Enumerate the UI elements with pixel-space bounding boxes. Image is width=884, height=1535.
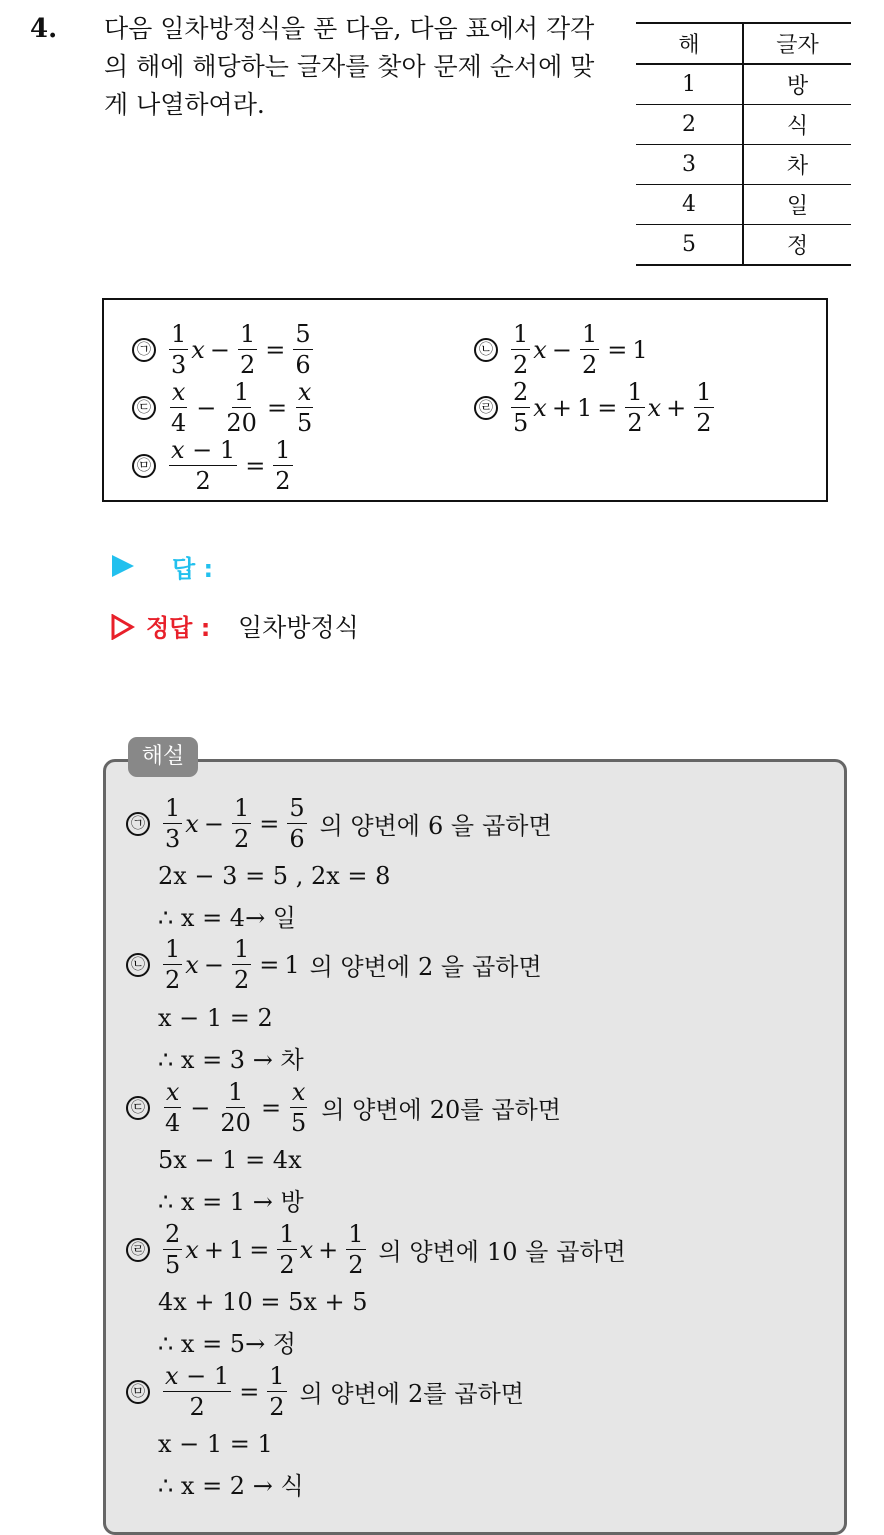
correct-answer-value: 일차방정식 bbox=[238, 613, 359, 642]
correct-arrow-icon bbox=[111, 614, 135, 640]
correct-answer-label: 정답 : bbox=[146, 614, 211, 642]
explanation-step-e: ㉤ $\frac{x - 1}{2}$ = $\frac{1}{2}$ 의 양변에 2를 곱하면 bbox=[126, 1364, 524, 1419]
mult-tail: 곱하면 bbox=[491, 1096, 561, 1124]
table-row bbox=[636, 105, 851, 145]
marker-c: ㉢ bbox=[126, 1096, 150, 1120]
explanation-result: ∴ x = 1 → 방 bbox=[158, 1188, 304, 1216]
mult-suffix: 의 양변에 bbox=[319, 812, 420, 840]
table-cell: 정 bbox=[786, 234, 809, 259]
explanation-line: x − 1 = 2 bbox=[158, 1004, 273, 1032]
marker-b: ㉡ bbox=[474, 338, 498, 362]
equation-c: ㉢ $\frac{x}{4}$ − $\frac{1}{20}$ = $\frac{x}{5}$ bbox=[132, 380, 317, 435]
marker-a: ㉠ bbox=[132, 338, 156, 362]
table-header-letter: 글자 bbox=[743, 23, 851, 64]
answer-label: 답 : bbox=[172, 555, 214, 583]
explanation-line: 4x + 10 = 5x + 5 bbox=[158, 1288, 368, 1316]
question-number: 4. bbox=[30, 14, 58, 44]
explanation-step-d: ㉣ $\frac{2}{5}$ x + 1 = $\frac{1}{2}$ x + $\frac{1}{2}$ 의 양변에 10 을 곱하면 bbox=[126, 1222, 626, 1277]
marker-a: ㉠ bbox=[126, 812, 150, 836]
table-cell: 차 bbox=[743, 145, 851, 185]
table-header-solution: 해 bbox=[636, 23, 743, 64]
mult-value: 6 을 bbox=[427, 812, 475, 840]
table-cell: 5 bbox=[636, 225, 743, 266]
mult-value: 20를 bbox=[429, 1096, 484, 1124]
marker-e: ㉤ bbox=[126, 1380, 150, 1404]
table-row bbox=[636, 225, 851, 266]
solution-letter-table bbox=[636, 22, 851, 266]
mult-value: 10 을 bbox=[486, 1238, 549, 1266]
explanation-result: ∴ x = 3 → 차 bbox=[158, 1046, 304, 1074]
mult-tail: 곱하면 bbox=[482, 812, 552, 840]
explanation-step-a: ㉠ $\frac{1}{3}$ x − $\frac{1}{2}$ = $\frac{5}{6}$ 의 양변에 6 을 곱하면 bbox=[126, 796, 552, 851]
table-cell: 방 bbox=[743, 64, 851, 105]
equation-e: ㉤ $\frac{x - 1}{2}$ = $\frac{1}{2}$ bbox=[132, 438, 296, 493]
mult-value: 2 을 bbox=[417, 953, 465, 981]
mult-value: 2를 bbox=[407, 1380, 447, 1408]
explanation-result: ∴ x = 5→ 정 bbox=[158, 1330, 296, 1358]
explanation-step-c: ㉢ $\frac{x}{4}$ − $\frac{1}{20}$ = $\frac{x}{5}$ 의 양변에 20를 곱하면 bbox=[126, 1080, 561, 1135]
explanation-step-b: ㉡ $\frac{1}{2}$ x − $\frac{1}{2}$ = 1 의 양변에 2 을 곱하면 bbox=[126, 937, 542, 992]
marker-d: ㉣ bbox=[126, 1238, 150, 1262]
mult-suffix: 의 양변에 bbox=[378, 1238, 479, 1266]
marker-b: ㉡ bbox=[126, 953, 150, 977]
table-cell: 식 bbox=[743, 105, 851, 145]
marker-c: ㉢ bbox=[132, 396, 156, 420]
marker-e: ㉤ bbox=[132, 454, 156, 478]
table-cell: 일 bbox=[743, 185, 851, 225]
table-row bbox=[636, 64, 851, 105]
mult-suffix: 의 양변에 bbox=[309, 953, 410, 981]
mult-tail: 곱하면 bbox=[472, 953, 542, 981]
equation-a: ㉠ $\frac{1}{3}$ x − $\frac{1}{2}$ = $\frac{5}{6}$ bbox=[132, 322, 316, 377]
mult-tail: 곱하면 bbox=[454, 1380, 524, 1408]
table-cell: 2 bbox=[636, 105, 743, 145]
table-cell: 3 bbox=[636, 145, 743, 185]
mult-tail: 곱하면 bbox=[556, 1238, 626, 1266]
explanation-result: ∴ x = 4→ 일 bbox=[158, 904, 296, 932]
explanation-result: ∴ x = 2 → 식 bbox=[158, 1472, 304, 1500]
equation-d: ㉣ $\frac{2}{5}$ x + 1 = $\frac{1}{2}$ x + $\frac{1}{2}$ bbox=[474, 380, 717, 435]
explanation-line: 5x − 1 = 4x bbox=[158, 1146, 302, 1174]
table-cell: 4 bbox=[636, 185, 743, 225]
equation-b: ㉡ $\frac{1}{2}$ x − $\frac{1}{2}$ = 1 bbox=[474, 322, 648, 377]
mult-suffix: 의 양변에 bbox=[299, 1380, 400, 1408]
table-row bbox=[636, 145, 851, 185]
marker-d: ㉣ bbox=[474, 396, 498, 420]
answer-arrow-icon bbox=[112, 555, 134, 577]
mult-suffix: 의 양변에 bbox=[321, 1096, 422, 1124]
table-cell: 1 bbox=[636, 64, 743, 105]
explanation-tag: 해설 bbox=[128, 737, 198, 777]
table-header-row bbox=[636, 23, 851, 64]
explanation-line: 2x − 3 = 5 , 2x = 8 bbox=[158, 862, 391, 890]
explanation-line: x − 1 = 1 bbox=[158, 1430, 273, 1458]
question-text: 다음 일차방정식을 푼 다음, 다음 표에서 각각의 해에 해당하는 글자를 찾아 문제 순서에 맞게 나열하여라. bbox=[104, 14, 595, 119]
table-row bbox=[636, 185, 851, 225]
